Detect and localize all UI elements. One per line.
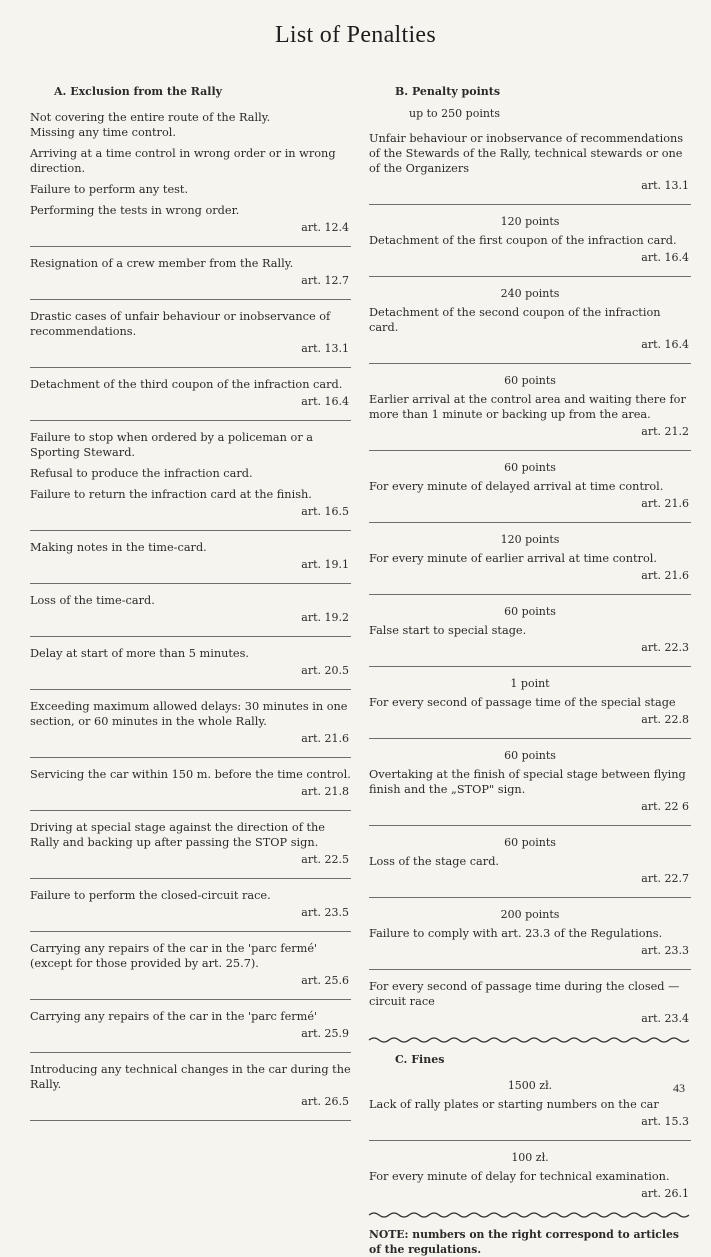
penalty-entry xyxy=(30,1062,351,1115)
entry-text: Exceeding maximum allowed delays: 30 minutes in one section, or 60 minutes in the whole Rally. xyxy=(30,700,348,728)
penalty-entry xyxy=(30,888,351,926)
section-c-heading: C. Fines xyxy=(395,1053,445,1066)
penalty-points-value: 1 point xyxy=(510,677,550,690)
entry-text: Detachment of the second coupon of the infraction card. xyxy=(369,306,661,334)
entry-text: For every minute of delay for technical examination. xyxy=(369,1170,670,1183)
divider xyxy=(30,1052,351,1053)
penalty-points-value: 60 points xyxy=(504,749,556,762)
article-reference: art. 19.1 xyxy=(301,558,349,571)
entry-text: Drastic cases of unfair behaviour or inobservance of recommendations. xyxy=(30,310,331,338)
entry-text: Failure to stop when ordered by a policeman or a Sporting Steward. xyxy=(30,431,314,459)
article-reference: art. 22.7 xyxy=(641,872,689,885)
divider xyxy=(369,450,691,451)
article-reference: art. 22 6 xyxy=(641,800,689,813)
entry-text: Making notes in the time-card. xyxy=(30,541,207,554)
entry-text: Refusal to produce the infraction card. xyxy=(30,467,253,480)
article-reference: art. 22.8 xyxy=(641,713,689,726)
penalty-entry xyxy=(30,110,351,241)
penalty-entry xyxy=(30,377,351,415)
article-reference: art. 20.5 xyxy=(301,664,349,677)
article-reference: art. 21.6 xyxy=(301,732,349,745)
penalty-entry xyxy=(30,430,351,525)
article-reference: art. 21.8 xyxy=(301,785,349,798)
divider xyxy=(30,878,351,879)
section-b-heading: B. Penalty points xyxy=(395,85,501,98)
penalty-entry xyxy=(30,699,351,752)
divider xyxy=(30,636,351,637)
entry-text: For every second of passage time of the special stage xyxy=(369,696,676,709)
article-reference: art. 12.7 xyxy=(301,274,349,287)
divider xyxy=(369,738,691,739)
penalty-points-value: 60 points xyxy=(504,461,556,474)
article-reference: art. 23.4 xyxy=(641,1012,689,1025)
article-reference: art. 26.1 xyxy=(641,1187,689,1200)
divider xyxy=(30,1120,351,1121)
divider xyxy=(369,276,691,277)
entry-text: False start to special stage. xyxy=(369,624,527,637)
divider xyxy=(369,666,691,667)
divider xyxy=(369,594,691,595)
article-reference: art. 23.5 xyxy=(301,906,349,919)
section-a-heading: A. Exclusion from the Rally xyxy=(54,85,223,98)
penalty-entry xyxy=(369,695,691,733)
entry-text: Failure to perform the closed-circuit race. xyxy=(30,889,271,902)
penalty-entry xyxy=(30,941,351,994)
penalty-entry xyxy=(369,926,691,964)
divider xyxy=(369,897,691,898)
penalty-entry xyxy=(30,309,351,362)
entry-text: Failure to return the infraction card at the finish. xyxy=(30,488,312,501)
page-number: 43 xyxy=(673,1081,685,1095)
penalty-points-value: 60 points xyxy=(504,374,556,387)
divider xyxy=(369,969,691,970)
page-title: List of Penalties xyxy=(274,22,437,48)
entry-text: Driving at special stage against the direction of the Rally and backing up after passing the STOP sign. xyxy=(30,821,325,849)
entry-text: Arriving at a time control in wrong order or in wrong direction. xyxy=(30,147,336,175)
article-reference: art. 16.4 xyxy=(301,395,349,408)
penalty-entry xyxy=(369,1169,691,1207)
article-reference: art. 21.2 xyxy=(641,425,689,438)
section-c-list xyxy=(369,1078,691,1207)
wavy-divider xyxy=(369,1211,691,1219)
entry-text: For every minute of earlier arrival at time control. xyxy=(369,552,657,565)
article-reference: art. 12.4 xyxy=(301,221,349,234)
entry-text: Detachment of the third coupon of the infraction card. xyxy=(30,378,343,391)
entry-text: Overtaking at the finish of special stage between flying finish and the „STOP" sign. xyxy=(369,768,686,796)
divider xyxy=(369,522,691,523)
entry-text: Introducing any technical changes in the car during the Rally. xyxy=(30,1063,351,1091)
article-reference: art. 16.4 xyxy=(641,338,689,351)
section-a-list xyxy=(30,110,351,1121)
entry-text: Carrying any repairs of the car in the 'parc fermé' xyxy=(30,1010,318,1023)
entry-text: Loss of the time-card. xyxy=(30,594,155,607)
penalty-entry xyxy=(369,479,691,517)
penalty-entry xyxy=(369,1097,691,1135)
article-reference: art. 13.1 xyxy=(301,342,349,355)
entry-text: Earlier arrival at the control area and waiting there for more than 1 minute or backing up from the area. xyxy=(369,393,686,421)
entry-text: Loss of the stage card. xyxy=(369,855,500,868)
penalty-points-value: 120 points xyxy=(500,215,560,228)
penalty-entry xyxy=(369,979,691,1032)
article-reference: art. 19.2 xyxy=(301,611,349,624)
article-reference: art. 22.5 xyxy=(301,853,349,866)
article-reference: art. 25.9 xyxy=(301,1027,349,1040)
article-reference: art. 16.4 xyxy=(641,251,689,264)
entry-text: Lack of rally plates or starting numbers on the car xyxy=(369,1098,659,1111)
penalty-points-value: 60 points xyxy=(504,605,556,618)
article-reference: art. 21.6 xyxy=(641,569,689,582)
penalty-entry xyxy=(369,623,691,661)
penalty-points-value: 240 points xyxy=(500,287,560,300)
divider xyxy=(369,204,691,205)
entry-text: Not covering the entire route of the Rally. Missing any time control. xyxy=(30,111,271,139)
entry-text: Detachment of the first coupon of the infraction card. xyxy=(369,234,677,247)
penalty-entry xyxy=(30,593,351,631)
entry-text: For every minute of delayed arrival at time control. xyxy=(369,480,664,493)
divider xyxy=(30,420,351,421)
section-a-column xyxy=(30,84,351,1130)
divider xyxy=(30,530,351,531)
entry-text: Failure to comply with art. 23.3 of the Regulations. xyxy=(369,927,663,940)
penalty-entry xyxy=(30,256,351,294)
divider xyxy=(30,689,351,690)
article-reference: art. 21.6 xyxy=(641,497,689,510)
divider xyxy=(30,931,351,932)
entry-text: Failure to perform any test. xyxy=(30,183,189,196)
article-reference: art. 13.1 xyxy=(641,179,689,192)
article-reference: art. 15.3 xyxy=(641,1115,689,1128)
entry-text: Delay at start of more than 5 minutes. xyxy=(30,647,249,660)
entry-text: Performing the tests in wrong order. xyxy=(30,204,240,217)
divider xyxy=(369,825,691,826)
article-reference: art. 26.5 xyxy=(301,1095,349,1108)
penalty-entry xyxy=(369,233,691,271)
article-reference: art. 22.3 xyxy=(641,641,689,654)
divider xyxy=(30,246,351,247)
entry-text: Resignation of a crew member from the Rally. xyxy=(30,257,294,270)
penalty-entry xyxy=(30,1009,351,1047)
article-reference: art. 16.5 xyxy=(301,505,349,518)
divider xyxy=(30,999,351,1000)
divider xyxy=(30,299,351,300)
article-reference: art. 25.6 xyxy=(301,974,349,987)
article-reference: art. 23.3 xyxy=(641,944,689,957)
entry-text: For every second of passage time during the closed — circuit race xyxy=(369,980,680,1008)
section-b-list xyxy=(369,214,691,1032)
wavy-divider xyxy=(369,1036,691,1044)
note-text: NOTE: numbers on the right correspond to articles of the regulations. xyxy=(369,1228,679,1256)
penalty-entry xyxy=(369,767,691,820)
penalty-entry xyxy=(30,540,351,578)
divider xyxy=(30,583,351,584)
penalty-entry xyxy=(30,767,351,805)
entry-text: Servicing the car within 150 m. before the time control. xyxy=(30,768,351,781)
penalty-entry xyxy=(369,305,691,358)
entry-text: Carrying any repairs of the car in the 'parc fermé' (except for those provided by art. 25.7). xyxy=(30,942,318,970)
penalty-entry xyxy=(369,131,691,199)
penalty-points-value: 100 zł. xyxy=(511,1151,549,1164)
penalty-points-value: 60 points xyxy=(504,836,556,849)
section-b-column xyxy=(369,84,691,1257)
penalty-points-value: 1500 zł. xyxy=(507,1079,553,1092)
divider xyxy=(30,810,351,811)
penalty-entry xyxy=(369,854,691,892)
penalty-points-value: 200 points xyxy=(500,908,560,921)
divider xyxy=(369,363,691,364)
penalty-entry xyxy=(30,820,351,873)
penalty-points-value: 120 points xyxy=(500,533,560,546)
penalty-points-value: up to 250 points xyxy=(409,107,500,120)
divider xyxy=(30,367,351,368)
divider xyxy=(30,757,351,758)
penalty-entry xyxy=(369,392,691,445)
entry-text: Unfair behaviour or inobservance of recommendations of the Stewards of the Rally, technical stewards or one of the Organizers xyxy=(369,132,684,175)
penalty-entry xyxy=(30,646,351,684)
penalty-entry xyxy=(369,551,691,589)
divider xyxy=(369,1140,691,1141)
